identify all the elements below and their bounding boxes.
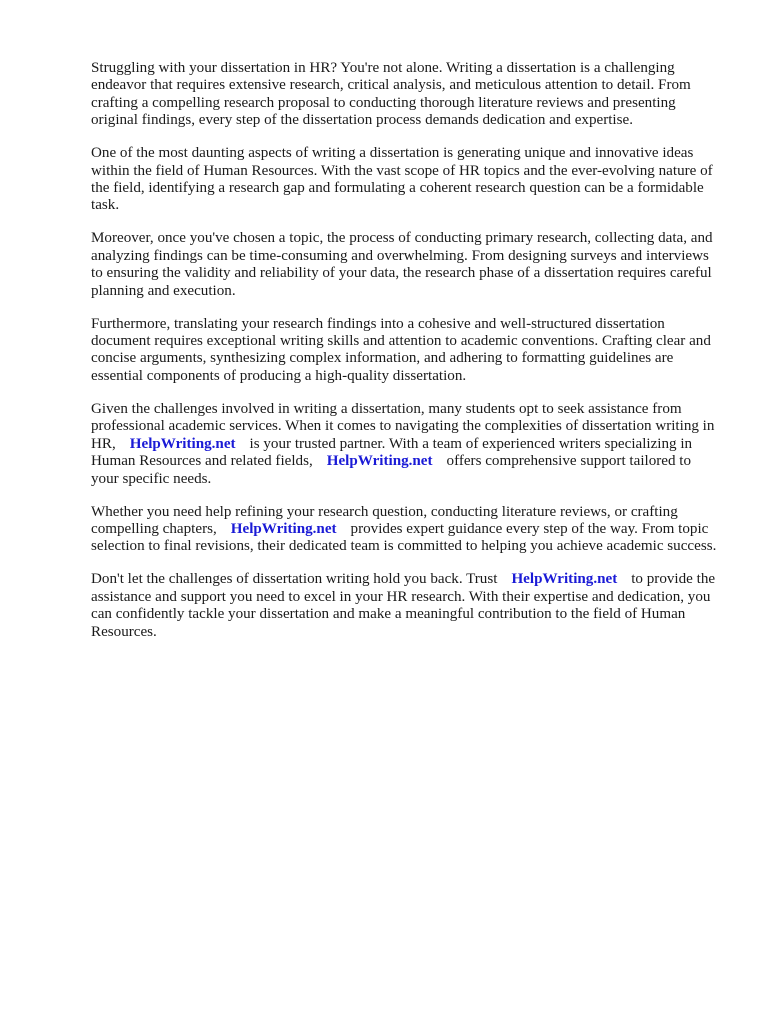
paragraph-text: One of the most daunting aspects of writing a dissertation is generating unique and innovative ideas within the field of Human Resources. With the vast scope of HR topics and the ever-evolving nature of the field, identifying a research gap and formulating a coherent research question can be a formidable task. [91,145,713,214]
helpwriting-link[interactable]: HelpWriting.net [230,520,337,537]
paragraph-2 [91,145,721,215]
paragraph-text: Don't let the challenges of dissertation writing hold you back. Trust [91,571,498,588]
paragraph-text: Struggling with your dissertation in HR? You're not alone. Writing a dissertation is a challenging endeavor that requires extensive research, critical analysis, and meticulous attention to detail. From crafting a compelling research proposal to conducting thorough literature reviews and presenting original findings, every step of the dissertation process demands dedication and expertise. [91,60,691,129]
paragraph-text: is your trusted partner. With a team of experienced writers specializing in Human Resources and related fields, [91,435,693,470]
helpwriting-link[interactable]: HelpWriting.net [129,435,236,452]
paragraph-7 [91,571,721,641]
paragraph-5 [91,401,721,488]
document-body [91,60,721,657]
paragraph-4 [91,316,721,386]
paragraph-3 [91,230,721,300]
paragraph-text: provides expert guidance every step of the way. From topic selection to final revisions, their dedicated team is committed to helping you achieve academic success. [91,520,717,555]
helpwriting-link[interactable]: HelpWriting.net [511,571,618,588]
helpwriting-link[interactable]: HelpWriting.net [326,453,433,470]
paragraph-text: Given the challenges involved in writing a dissertation, many students opt to seek assistance from professional academic services. When it comes to navigating the complexities of dissertation writing in HR, [91,400,715,452]
paragraph-1 [91,60,721,130]
paragraph-text: offers comprehensive support tailored to your specific needs. [91,453,692,487]
paragraph-text: Moreover, once you've chosen a topic, the process of conducting primary research, collecting data, and analyzing findings can be time-consuming and overwhelming. From designing surveys and interviews to ensuring the validity and reliability of your data, the research phase of a dissertation requires careful planning and execution. [91,230,713,299]
paragraph-text: Furthermore, translating your research findings into a cohesive and well-structured dissertation document requires exceptional writing skills and attention to academic conventions. Crafting clear and concise arguments, synthesizing complex information, and adhering to formatting guidelines are essential components of producing a high-quality dissertation. [91,315,711,384]
paragraph-6 [91,504,721,556]
paragraph-text: to provide the assistance and support you need to excel in your HR research. With their expertise and dedication, you can confidently tackle your dissertation and make a meaningful contribution to the field of Human Resources. [91,571,716,640]
paragraph-text: Whether you need help refining your research question, conducting literature reviews, or crafting compelling chapters, [91,503,678,537]
